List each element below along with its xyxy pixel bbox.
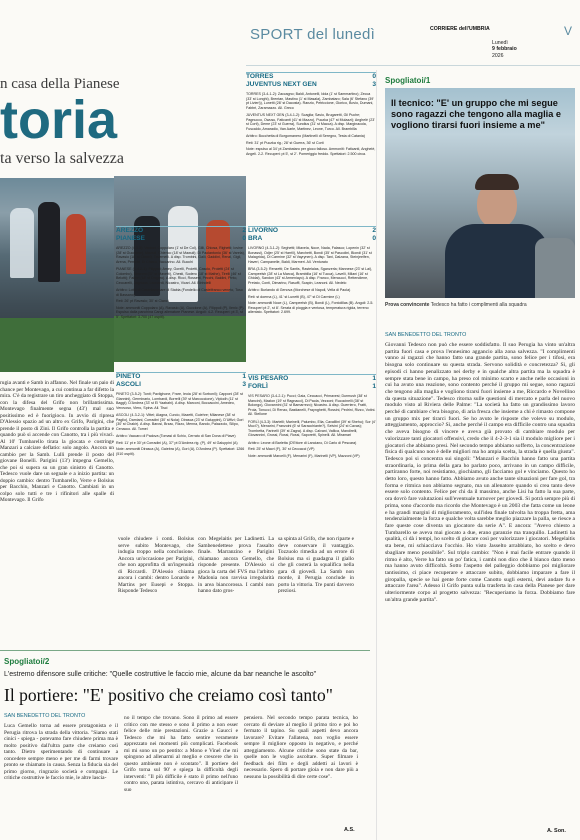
goals: Reti: st doerna (L), 41' st Lunetti (B), 47' st Di Carmine (L) <box>248 294 340 299</box>
caption-text: Tedesco ha fatto i complimenti alla squadra <box>430 302 527 308</box>
masthead-logo <box>430 26 490 36</box>
section-label: Spogliatoi/2 <box>4 657 50 666</box>
notes: Note: ammoniti Noce (L), Campeelsh (B), Bondi (L), Fontolillas (B). Angoli: 2-5. Recuperi pt 2', st 8'. Serata di pioggia e ventosa, temperatura rigida, terreno allentato. Spettatori: 2.699. <box>248 301 374 314</box>
notes: Note: ammoniti Coppolaro (A), Ravasio (A), Guccione (A), Filippoli (P), Ilenic (P). Espulso dalla panchina Cangi allenatore Pianese. Angoli: 4-2. Recuperi: pt 3', st 5'. Spettatori: 3.700 (47 ospiti). <box>116 305 245 319</box>
page-header <box>246 0 580 66</box>
home-score: 2 <box>372 227 376 234</box>
results-col-vispesaro <box>248 374 376 458</box>
lineup-ascoli: ASCOLI (4-3-2-1): Vittei; Alagna, Curcio, Mazetti, Guiehre; Milanese (38' st Paglio), Damiani, Corradini (30' st Nola); Dirasca (23' st Galuppini), D'Uffizi; Gori (30' st Chakir). A disp. Barosi, Brzac, Rizzo, Menna, Bando, Palazzolo, Silipo, Cenacco. All. Tomei <box>116 413 244 431</box>
left-article-body: rugia avanti e Samb in affanno. Nel finale un paio di chance per Montevago, a cui continua a far difetto la mira. C'è da registrare un tiro ancheggiato di Stoppa, con la difesa del Grifo non brillantissima. Montevago finalmente segna (43') mal suo positissimo ed è fuorigioco. In avvio di ripresa D'Alessio spazio ad un altro ex Grifo, Parigini, che prende il posto di Zini. Il Grifo controlla la partita e quando può si accende con Canotto, tra i più vivaci. Al 10' Tumbarello tirata la giocata e costringe Manzari a calciare deflatio: solo angolo. Ancora un cambio per la Samb. Lulli prende il posto del giovane Bonelli. Parigini (13') impegna Gemello, che poi si supera su un gran sinistro di Canotto. Tedesco vuole dare un segnale e a inizio partita: un doppio cambio: dentro Tumbarello, Verre e Bolsius per Bacchin, Manzari e Canotto. Cambiati in un colpo solo tutti e tre i rifinitori alle spalle di Montevago. Il Grifo <box>0 380 114 503</box>
lineup-away: FORLÌ (4-3-3): Martelli; Marinelli, Palumbo, Elia, Cavalllini (39' st Shehu); Sor (4' Muci?), Menarini, Franzoini (6' st Saracchiante?), Selvini (24' st Cavas); Trombetta, Farinelli (39' st Zagra). A disp. Calvani, Vallica, Mandirelli, Giovannini, Grossi, Rossi, Rossi, Saporetti, Spinelli. All. Miramari <box>248 419 376 437</box>
left-article-kicker: n casa della Pianese <box>0 76 120 92</box>
issue-day: Lunedì <box>492 40 508 46</box>
result-arezzo-pianese <box>116 226 246 319</box>
lineup-home: AREZZO (4-3-3): Venturi; Coppolaro (1' st De Col), Gilli, Chiosa, Righetti; Iovine (28' st Guccione), Mawuli, Chierico (18' st Mawuli); Di Paolantonio (36' st Varela), Ravasio (18' st Cianci), Tavernelli. A disp. Trombini, Galli, Gaddini, Renzi, Gigli, Arena, Perrichi, Di Chiara, Vaccarino. All. Bucchi <box>116 246 245 264</box>
article-col-3: pensiero. Nel secondo tempo parata tecnica, ho cercato di deviare al meglio il primo tiro e poi ho fermato il tapino. Su quali aspetti devo ancora lavorare? Evitare l'allatena, non voglio essere sempre il migliore opposto in negativo, e perché atteggiamento. Alcune critiche sono state da bar, quelle non le voglio ascoltare. Super filmare i feedback dei film e degli addetti ai lavori è necessario. Spero di portare gioia e non dare più a nessuno la possibilità di dire certe cose". <box>244 715 358 780</box>
article-author: A. Son. <box>547 828 566 834</box>
home-score: 0 <box>372 73 376 80</box>
section-title: SPORT del lunedì <box>250 26 376 43</box>
lineup-home: TORRES (3-4-1-2): Zaccagno; Baldi, Antonelli, Idda (1' st Sammartino); Zecca (33' st Longhi), Brentan, Mastino (1' st Masala), Zambataro; Sala (6' Stefano (39' pt Livieri)), Lunetti (28' st Dacosta). Ranzio, Petriccione, Giorico, Bovio, Dumani, Fabbri, Zaramazzo. All. Greco <box>246 92 374 110</box>
article-body: Giovanni Tedesco non può che essere soddisfatto. Il suo Perugia ha vinto un'altra partita fuori casa e prova l'ennesimo aggancio alla zona salvezza. "I complimenti vanno ai ragazzi che hanno fatto una grande partita, sono felice per i tifosi, era bisogna solo continuare su questa strada. Servono solidità e concretezza? Sì, gli episodi ci hanno penalizzato nei derby e in qualche altra partita ma la squadra è sempre stata bene in campo, ha preso col minimo scarto e anche nelle occasioni in cui ha avuto una reazione, sono contento perché il gruppo mi segue, sono ragazzi che tengono alla maglia e vogliono tirarsi fuori insieme a me, Riccardo e Novellino da questa situazione". Tedesco ritorna sulle questioni di mercato e parla del nuovo modulo visto al Riviera delle Palme: "La società ha fatto un grandissimo lavoro perché di cambiare c'era bisogno, di aria fresca che insieme a chi è rimasto compone un gruppo mix per tirarci fuori. Se ho avuto le risposte che volevo su modulo, atteggiamento, approccio? Sì, anche perché il campo era difficile contro una squadra che aveva bisogno di vincere e aveva già provato di cambiare modulo per valorizzare tanti giocatori offensivi, credo che il 4-2-3-1 sia il modulo migliore per i giocatori che abbiamo presi. Nel secondo tempo abbiamo sofferto, la concentrazione fisica di qualcuno non è delle migliori ma ho ampia scelta, la strada è quella giusta". Tedesco poi si concentra sui singoli: "Manzari e Bacchin hanno fatto una partita straordinaria, io prima della gara ho parlato poco, arrivano in un campo difficile, partiranno forte, noi resistiamo, giochiamo, gli facciamo gol e vinciamo. Questo ho detto loro, questo hanno fatto. Abbiamo avuto anche tante situazioni per fare gol, tra forma e ritmica non abbiamo segnato, ma un allenatore quando si crea tanto deve essere solo contento. Felice per chi da il massimo, anche Lisi ha fatto la sua parte, ora dovrò fare valutazioni sull'eventuale turnover per giovedì. Si potrà sempre più di prima, sono d'accordo ma ricordo che Montevago è un 2003 che fatta come un leone e ha grandi margini di miglioramento, sull'idea finale talvolta ha troppa fretta, ama tendenzialmente la forza e qualche volta sarebbe meglio piazzare la palla, se riesce a fare queste cose diventa un giocatore da serie A". E ancora: "Avevo chiesto a Tumbarello se aveva mai giocato a due, erano garanzie ma tranquillo. Ladinetti ha qualità, ci dà i tempi, ho scelto di giocare così per valorizzare i giocatori. Megelaitis sta bene, mi schiacciava l'occhio. Ho visto Jasselto arrabbiato, ho scelto e devo sbagliare meno possibile". Sul triplo cambio: "Non è mai facile entrare quando il ritmo è alto, Verre ha fatto un po' fatica, i cambi non dico che il bianco dato meno ma hanno avuto difficoltà. Sotto l'aspetto del palleggio dobbiamo poi migliorare tantissimo, ci piace recuperare e attaccare subito, dobbiamo imparare a fare il giropalla, specie se hai gente forte come Canotto sugli esterni, devi andare fu e attaccare l'area". Adesso il Grifo punta sulla trasferta in casa della Pianese per dare ulteriormente corpo al progetto salvezza: "Recuperiamo la forza. Dobbiamo fare un'altra grande partita". <box>385 342 575 603</box>
issue-year: 2026 <box>492 52 504 59</box>
results-col-2 <box>246 72 376 156</box>
caption-bold: Prova convincente <box>385 302 430 308</box>
referee: Arbitro: Vaccaro di Padova (Tomasi di Schio, Cerrato di San Dona di Piave) <box>116 434 236 438</box>
away-team: ASCOLI <box>116 381 141 388</box>
coach-photo <box>385 88 575 298</box>
headline-overlay: Il tecnico: "E' un gruppo che mi segue sono ragazzi che tengono alla maglia e vogliono tirarsi fuori insieme a me" <box>391 98 562 130</box>
home-score: 1 <box>372 375 376 382</box>
left-article-body-3: con Megelaitis per Ladinetti. La Sambenedettese prova l'assalto finale. Marranzino e Parigini chiamano ancora Gemello, che risponde presente. D'Alessio si gioca la carta del FVS ma l'arbitro Madonia non ravvisa irregolarità in area biancorossa. I cambi non hanno dato gros- <box>198 536 274 594</box>
article-byline: SAN BENEDETTO DEL TRONTO <box>4 713 86 719</box>
results-col-1 <box>116 372 246 456</box>
away-score: 3 <box>372 81 376 88</box>
referee: Arbitro: Bocchetta di Borgomanero (Martinelli di Seregno, Testa di Catania) <box>246 134 365 138</box>
result-vispesaro-forli <box>248 374 376 458</box>
result-pineto-ascoli <box>116 372 246 456</box>
home-team: LIVORNO <box>248 227 279 234</box>
goals: Reti: 31' pt Puczka rig.; 28' st Guerra, 36' st Corti <box>246 140 324 145</box>
left-article-body-4: sa spinta al Grifo, che non riparte e deve conservare il vantaggio. Tozzuolo rimedia ad un errore di Bolsius ma si guadagna il giallo che gli costerà la squalifica nella gara di giovedì. La Samb non morde, il Perugia conclude in porto la vittoria. Tre punti davvero preziosi. <box>278 536 354 594</box>
home-team: PINETO <box>116 373 141 380</box>
left-article <box>0 70 246 168</box>
result-torres-juventus <box>246 72 376 156</box>
referee: Arbitro: Lotto di Castellammare di Stabia (Fondello di Castelfranco veneto, Toso di Bassano) <box>116 288 243 297</box>
notes: Note: ammoniti Dirasca (A), Gaiebra (A), Gori (A), D'Andrea (P). Spettatori: 1266 (510 ospiti). <box>116 447 245 456</box>
lineup-away: BRA (3-5-2): Renzetti; De Santis, Rastelalas, Sganzerla; Mannese (23' st Lai), Campeelsh (28' st La Marca), Brambilla (16' st Tucca), Lavelli, Milani (16' st Ghidai), Sandon (43' st Armeniayo). A disp. Franco, Mencucci, Rettendiene, Pretato, Conti, Dimarino, Rasuffi, Scapin, Leanoni. All. Nedelo <box>248 267 373 285</box>
result-livorno-bra <box>248 226 376 315</box>
away-team: FORLÌ <box>248 383 268 390</box>
away-score: 0 <box>372 235 376 242</box>
match-photo <box>0 178 114 372</box>
spogliatoi-2 <box>0 650 370 840</box>
lineup-home: VIS PESARO (3-4-2-1): Pucci; Gaia, Ceccacci, Primavesi; Durmush (38' st Mancini), Mazlon (19' st Ragnacci), Di Paola, Vezzoni; Rucocinelli (38' st Bolongo), Giovannini (31' st Bamarrezo); Nicastro. A disp. Guerriero, Fratti, Proia, Tonucci, Di Renzo, Bastianelli, Fraynghetti, Rossini, Pedrini, Rizzo, Votini. All. Stellone <box>248 394 376 416</box>
notes: Note: ammoniti Marcelli (F), Menarini (F), Marinelli (VP), Mazzoni (VP) <box>248 453 360 458</box>
brand-name: CORRIERE dell'UMBRIA <box>430 26 490 32</box>
away-team: BRA <box>248 235 263 242</box>
article-kicker: L'estremo difensore sulle critiche: "Quelle costruttive le faccio mie, alcune da bar neanche le ascolto" <box>4 671 317 678</box>
lineup-away: PIANESE (3-4-2-1): Filippini; Amey, Gorelli, Proietti, Cascio, Proietti (24' st Colombo), Simeoni (37' st Mavetti), Chesti, Sodero (18' st Mathe), Tirelli (46' st Belotti); Fabbri (18' st Ongaro). A disp. Ricci, Rossetti, Pecchi, Baldini, Pinto, Ceccarelli, Jagrioua, Leonardi, Nicastro, Vicari. All. Birindelli <box>116 267 241 285</box>
away-score: 1 <box>372 383 376 390</box>
issue-date <box>492 40 552 59</box>
home-score: 2 <box>242 227 246 234</box>
article-col-2: no il tempo che trovano. Sono il primo ad essere critico con me stesso e sono il primo a non esser felice delle mie prestazioni. Grazie a Gaucci e Tedesco che mi ha fatto sentire veramente apprezzato nei momenti più complicati. Facebook mi mi sono un po pentito: a Mono e Vinel che mi spingono ad allenarmi al meglio e crescere che in questo ambiente non è scontato". Il portiere del Grifo torna sul 90' e spiega la difficoltà degli interventi: "Il più difficile è stato il primo nell'uno contro uno, parata istintiva, cercavo di anticipare il suo <box>124 715 238 793</box>
notes: Note: espulso al 34' pt Zambataro per gioco falloso. Ammoniti: Faticanti, Anghelè, Angeli. 2-2. Recuperi: pt 5', st 2'. Pomeriggio freddo. Spettatori: 2.500 circa. <box>246 147 376 156</box>
lineup-home: LIVORNO (4-3-1-2): Seghetti; Miavela, Noce, Nada, Falasco; Lopenin (32' st Bonassi), Odjer (25' st Harrill), Marchetti, Bondi (35' st Pascolini, Biondi (31' st Malagrida), Di Carmine (32' st Vayrynen). A disp. Tani, Dalzana, Steinjeelfen, Haveri, Campanelle, Baldi, Marmeri. All. Venturato <box>248 246 372 264</box>
home-team: AREZZO <box>116 227 144 234</box>
spogliatoi-1 <box>376 70 580 840</box>
article-title: Il portiere: "E' positivo che creiamo così tanto" <box>4 685 333 705</box>
goals: Reti: 25' st Macri (F), 30' st Ceccacci (VP) <box>248 447 315 451</box>
issue-date-text: 9 febbraio <box>492 46 517 53</box>
article-byline: SAN BENEDETTO DEL TRONTO <box>385 332 467 338</box>
goals: Reti: 26' pt Ravasio; 30' st Cianci <box>116 299 169 303</box>
home-team: VIS PESARO <box>248 375 289 382</box>
away-score: 3 <box>242 381 246 388</box>
page-chevron: V <box>564 24 573 38</box>
article-col-1-text: Luca Gemello torna ad essere protagonista e il Perugia ritrova la strada della vittoria. "Siamo stati cinici - spiega - potevamo fare chiudere prima ma è molto positivo dall'ultra parte che creiamo così tanto. Dietro sperimentando di continuare a concedere sempre meno e per me di farmi trovare pronto se chiamato in causa. Senza la fiducia sia del primo giorno, ringrazio società e compagni. Le critiche costruttive le faccio mie, le altre lascia- <box>4 723 118 781</box>
home-team: TORRES <box>246 73 274 80</box>
left-article-subtitle: ta verso la salvezza <box>0 150 124 167</box>
article-author: A.S. <box>344 827 355 833</box>
photo-caption <box>385 302 575 308</box>
results-col-livorno <box>248 226 376 315</box>
section-label: Spogliatoi/1 <box>385 76 431 85</box>
referee: Arbitro: Leone di Barletta (D'Ettore di Lanciano, Di Carlo di Pescara) <box>248 440 357 445</box>
goals: Reti: 11' pt e 30' pt Corradini (A), 37' pt D'Andrea rig. (P), 49' st Galuppini (A) <box>116 440 238 445</box>
away-score: 0 <box>242 235 246 242</box>
referee: Arbitro: Burlando di Genova (Morchese di Napoli, Vella di Paola) <box>248 288 351 292</box>
lineup-pineto: PINETO (3-5-2): Tonti; Pavlighone, Frare, Ieoia (28' st Sorbonli); Capponi (28' st Giannini), Germinario, Lombardi, Borrelli (39' st Marcoccione), Viplodh (11' st Baggi); D'Andrea (33' st El Yaabahi). A disp. Marconi, Boccaccini, Amedeo, Verovoso, Viero, Spina. All. Tisci <box>116 392 243 410</box>
lineup-away: JUVENTUS NEXT GEN (3-4-1-2): Scaglia; Savio, Brugaretti, Gil Puche; Pagnucco, Owusu, Faticanti (41' st Mazzo), Puczka (47' st Mulazzi); Anghelè (23' st Corti), Deme (23' st Guerra), Sundius (31' st Macca). A disp. Marginacola, Fuscaldo, Amaradio, Van Aarle, Martinez, Leone, Turco. All. Brambilla <box>246 113 375 131</box>
left-article-body-2: vuole chiudere i conti. Bolsius serve subito Montevago, che indugia troppo nella conclusione. Ancora un'occasione per Parigini, che non approfitta di un'ingenuità di Riccardi. D'Alessio chiama ancora i cambi: dentro Lonardo e Martins per Eusepi e Stoppa. Risponde Tedesco <box>118 536 194 594</box>
home-score: 1 <box>242 373 246 380</box>
article-col-1 <box>4 723 118 835</box>
results-col-arezzo <box>116 226 246 319</box>
away-team: JUVENTUS NEXT GEN <box>246 81 317 88</box>
away-team: PIANESE <box>116 235 145 242</box>
left-article-title: toria <box>0 90 118 150</box>
